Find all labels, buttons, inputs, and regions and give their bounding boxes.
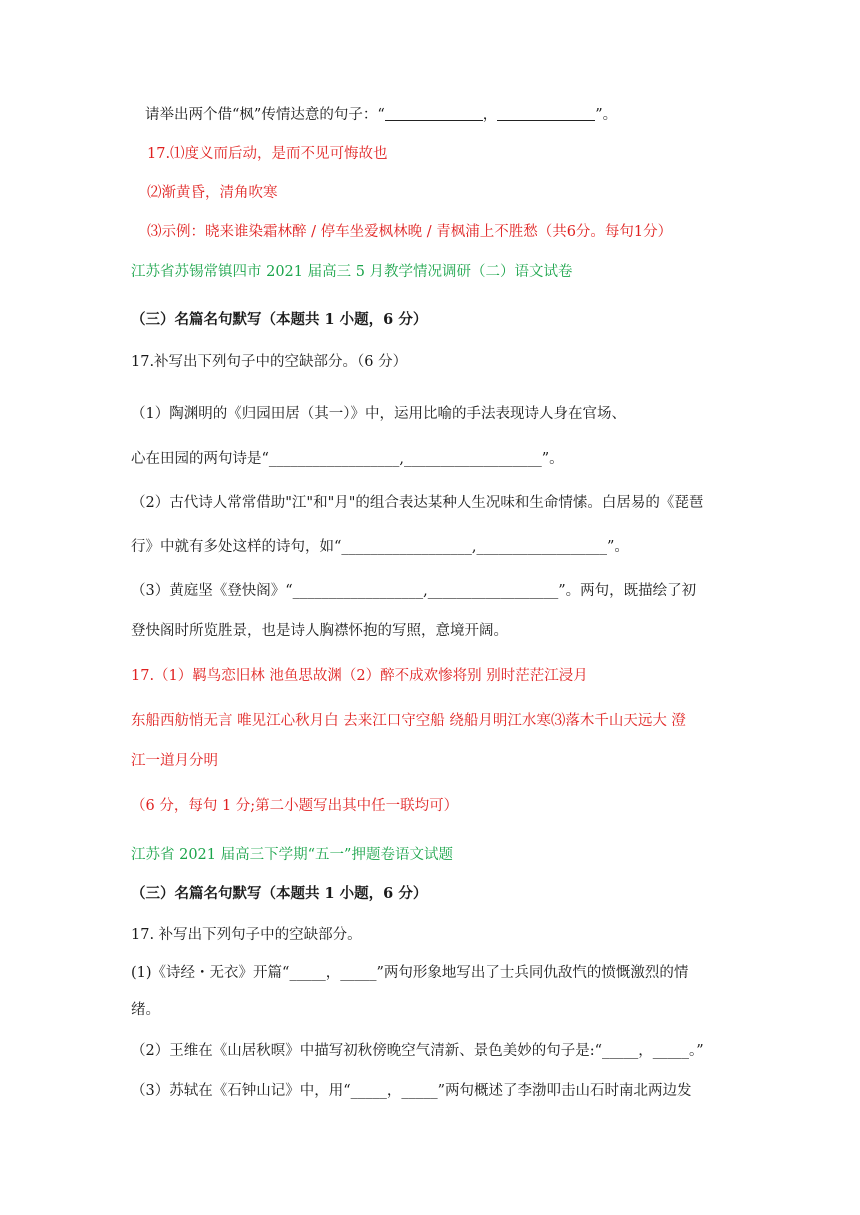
closing-quote: ”。 (595, 107, 618, 123)
answer-line: （6 分，每句 1 分;第二小题写出其中任一联均可） (131, 798, 459, 814)
answer-line: 17.（1）羁鸟恋旧林 池鱼思故渊（2）醉不成欢惨将别 别时茫茫江浸月 (131, 668, 588, 684)
question-line: （2）古代诗人常常借助"江"和"月"的组合表达某种人生况味和生命情愫。白居易的《琵琶 (131, 495, 704, 511)
question-line: （1）陶渊明的《归园田居（其一）》中，运用比喻的手法表现诗人身在官场、 (131, 406, 626, 422)
question-line: （2）王维在《山居秋暝》中描写初秋傍晚空气清新、景色美妙的句子是:“_____，_____。” (131, 1043, 704, 1059)
question-line-maple (145, 105, 755, 125)
question-line: 行》中就有多处这样的诗句，如“__________________,__________________”。 (131, 539, 629, 555)
separator: ， (482, 107, 498, 123)
question-line: （3）黄庭坚《登快阁》“__________________,__________________”。两句，既描绘了初 (131, 583, 697, 599)
answer-line: 17.⑴度义而后动，是而不见可悔故也 (147, 146, 388, 162)
question-line: 心在田园的两句诗是“__________________,___________________”。 (131, 451, 564, 467)
answer-line: ⑶示例：晓来谁染霜林醉 / 停车坐爱枫林晚 / 青枫浦上不胜愁（共6分。每句1分） (147, 224, 673, 240)
question-line: 17. 补写出下列句子中的空缺部分。 (131, 927, 362, 943)
question-line: 绪。 (131, 1002, 160, 1018)
section-heading: （三）名篇名句默写（本题共 1 小题，6 分） (131, 311, 428, 328)
answer-line: ⑵渐黄昏，清角吹寒 (147, 185, 278, 201)
source-heading: 江苏省苏锡常镇四市 2021 届高三 5 月教学情况调研（二）语文试卷 (131, 264, 573, 280)
source-heading: 江苏省 2021 届高三下学期“五一”押题卷语文试题 (131, 847, 453, 863)
answer-blank (385, 106, 483, 121)
question-line: 17.补写出下列句子中的空缺部分。（6 分） (131, 354, 408, 370)
answer-line: 东船西舫悄无言 唯见江心秋月白 去来江口守空船 绕船月明江水寒⑶落木千山天远大 澄 (131, 713, 686, 729)
question-text: 请举出两个借“枫”传情达意的句子：“ (145, 107, 385, 123)
answer-blank (497, 106, 595, 121)
question-line: (1)《诗经・无衣》开篇“_____，_____”两句形象地写出了士兵同仇敌忾的愤慨激烈的情 (131, 965, 689, 981)
question-line: 登快阁时所览胜景，也是诗人胸襟怀抱的写照，意境开阔。 (131, 623, 508, 639)
answer-line: 江一道月分明 (131, 753, 218, 769)
section-heading: （三）名篇名句默写（本题共 1 小题，6 分） (131, 885, 428, 902)
question-line: （3）苏轼在《石钟山记》中，用“_____，_____”两句概述了李渤叩击山石时南北两边发 (131, 1083, 692, 1099)
